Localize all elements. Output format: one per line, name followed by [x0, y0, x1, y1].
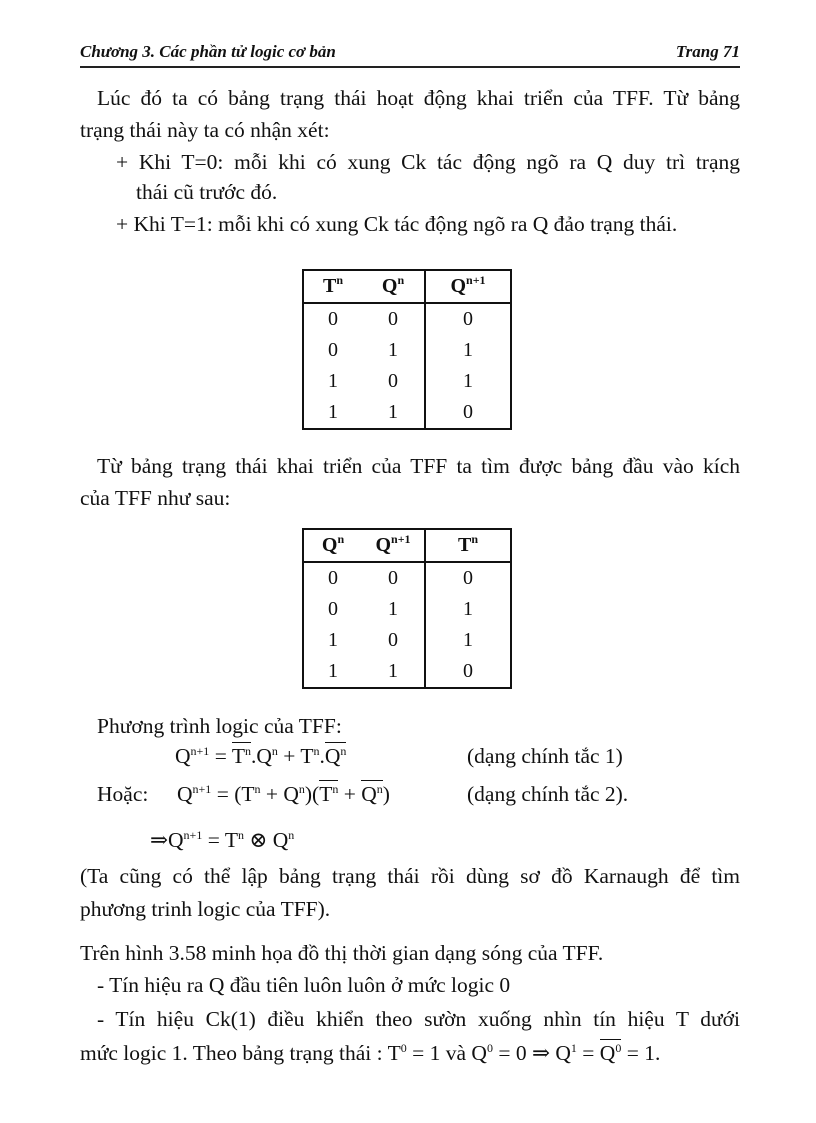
paragraph-karnaugh-line1: (Ta cũng có thể lập bảng trạng thái rồi dùng sơ đồ Karnaugh để tìm [80, 864, 740, 888]
tff-excitation-table [302, 528, 512, 689]
table-header-cell: $Q^n$ [362, 270, 425, 303]
page-header [80, 42, 740, 68]
paragraph-intro-line1: Lúc đó ta có bảng trạng thái hoạt động khai triển của TFF. Từ bảng [97, 86, 740, 110]
list-item-ck-line1: - Tín hiệu Ck(1) điều khiển theo sườn xuống nhìn tín hiệu T dưới [97, 1007, 740, 1031]
list-item-ck-line2: mức logic 1. Theo bảng trạng thái : $T^0 = 1$ và $Q^0 = 0$ ⇒ $Q^1 = Q^0 = 1$. [80, 1041, 661, 1065]
equation-form1-label: (dạng chính tắc 1) [467, 744, 623, 768]
list-item-q-initial: - Tín hiệu ra Q đầu tiên luôn luôn ở mức logic 0 [97, 973, 511, 997]
paragraph-waveform: Trên hình 3.58 minh họa đồ thị thời gian dạng sóng của TFF. [80, 941, 604, 965]
table-header-cell: $T^n$ [425, 529, 511, 562]
table-row: 0 1 1 [303, 594, 511, 625]
list-item-ck-line2-text: mức logic 1. Theo bảng trạng thái : [80, 1041, 383, 1065]
table-header-cell: $Q^n$ [303, 529, 362, 562]
equation-form2-label: (dạng chính tắc 2). [467, 782, 629, 806]
equation-intro: Phương trình logic của TFF: [97, 714, 342, 738]
page-number: Trang 71 [675, 42, 740, 61]
paragraph-excitation-line1: Từ bảng trạng thái khai triển của TFF ta tìm được bảng đầu vào kích [97, 454, 740, 478]
table-row: 0 0 0 [303, 303, 511, 335]
table-row: 0 0 0 [303, 562, 511, 594]
table-header-row [303, 529, 511, 562]
chapter-title: Chương 3. Các phần tử logic cơ bản [80, 42, 336, 61]
bullet-t1: + Khi T=1: mỗi khi có xung Ck tác động ngõ ra Q đảo trạng thái. [116, 212, 678, 236]
tff-state-table [302, 269, 512, 430]
table-row: 1 1 0 [303, 397, 511, 429]
equation-canonical-2: $Q^{n+1} = (T^n + Q^n)(T^n + Q^n)$ [177, 782, 390, 806]
bullet-t0-line2: thái cũ trước đó. [136, 180, 278, 204]
equation-or-label: Hoặc: [97, 782, 149, 806]
paragraph-intro-line2: trạng thái này ta có nhận xét: [80, 118, 330, 142]
bullet-t0-line1: + Khi T=0: mỗi khi có xung Ck tác động ngõ ra Q duy trì trạng [116, 150, 740, 174]
table-row: 1 0 1 [303, 366, 511, 397]
equation-xnor-result: $\Rightarrow Q^{n+1} = T^n$ ⊗ $Q^n$ [150, 828, 295, 852]
table-header-cell: $T^n$ [303, 270, 362, 303]
table-row: 0 1 1 [303, 335, 511, 366]
table-header-cell: $Q^{n+1}$ [362, 529, 425, 562]
table-row: 1 0 1 [303, 625, 511, 656]
table-row: 1 1 0 [303, 656, 511, 688]
equation-canonical-1: $Q^{n+1} = T^n.Q^n + T^n.Q^n$ [175, 744, 347, 768]
table-header-row [303, 270, 511, 303]
table-header-cell: $Q^{n+1}$ [425, 270, 511, 303]
paragraph-excitation-line2: của TFF như sau: [80, 486, 231, 510]
paragraph-karnaugh-line2: phương trinh logic của TFF). [80, 897, 331, 921]
